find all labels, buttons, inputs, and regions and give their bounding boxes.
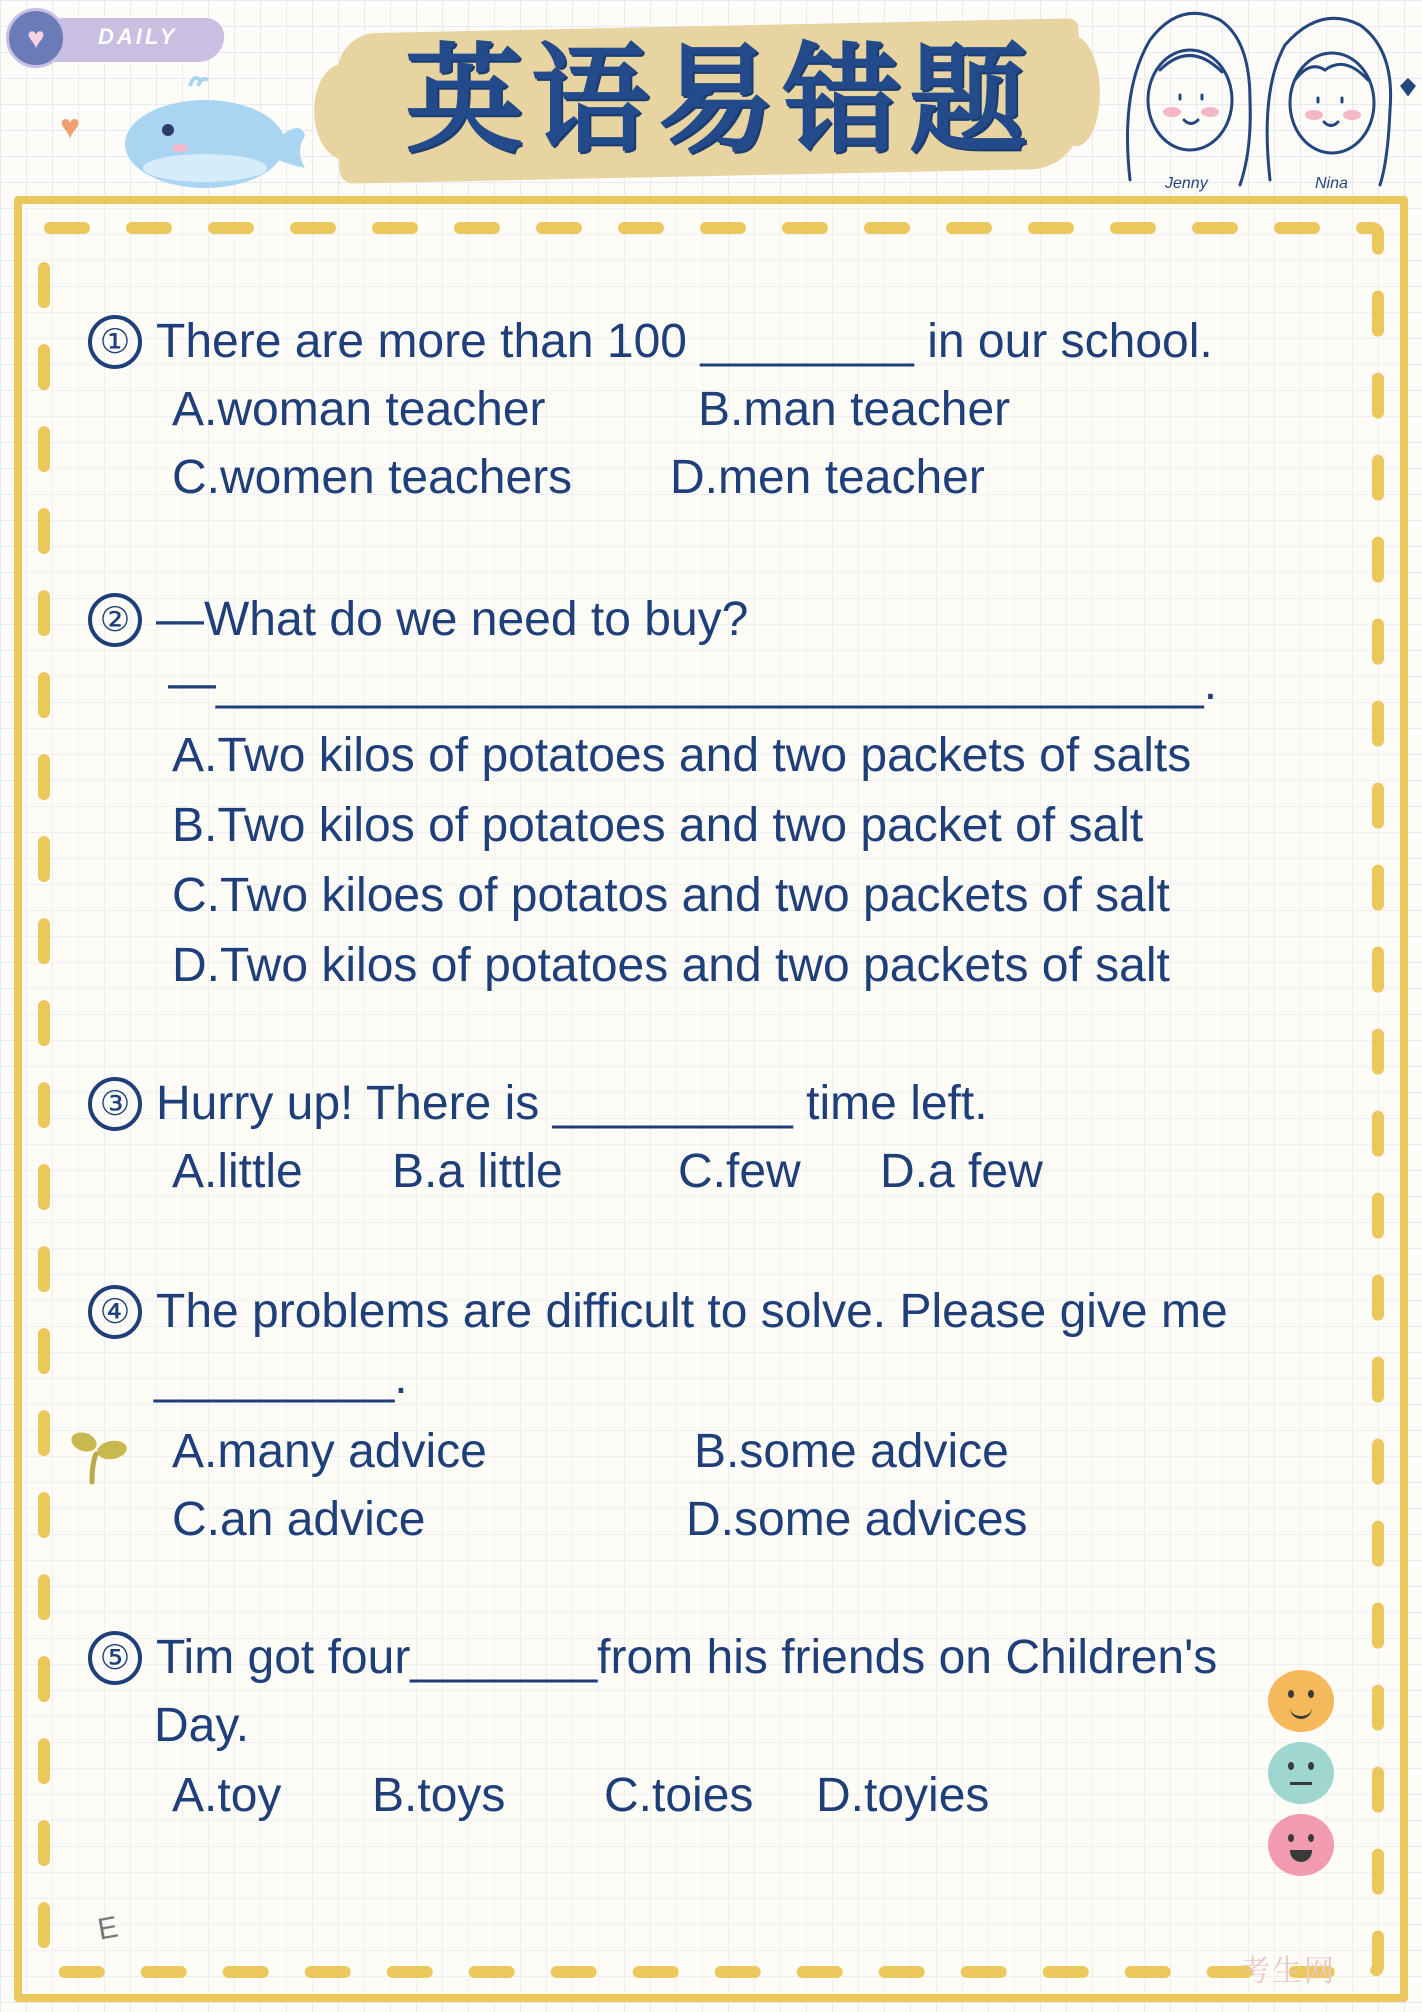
question-stem-continued: Day. — [154, 1699, 250, 1752]
option-c: C.an advice — [172, 1493, 426, 1546]
sprout-icon — [70, 1424, 132, 1486]
option-a: A.little — [172, 1145, 303, 1198]
question-stem: There are more than 100 ________ in our school. — [156, 315, 1213, 368]
question-1 — [88, 308, 1288, 504]
option-d: D.a few — [880, 1145, 1043, 1198]
option-a: A.Two kilos of potatoes and two packets of salts — [172, 729, 1192, 782]
heart-badge-icon: ♥ — [6, 8, 66, 68]
emoji-faces — [1268, 1670, 1344, 1886]
option-c: C.toies — [604, 1769, 754, 1822]
question-number: ③ — [88, 1077, 142, 1131]
question-2 — [88, 586, 1288, 992]
neutral-face-icon — [1268, 1742, 1334, 1804]
option-d: D.men teacher — [670, 451, 985, 504]
answer-blank: _________. — [154, 1351, 408, 1404]
option-b: B.a little — [392, 1145, 563, 1198]
option-d: D.some advices — [686, 1493, 1028, 1546]
daily-label: DAILY — [98, 24, 178, 49]
question-4 — [88, 1278, 1288, 1546]
smile-face-icon — [1268, 1670, 1334, 1732]
question-number: ② — [88, 593, 142, 647]
option-d: D.toyies — [816, 1769, 990, 1822]
option-b: B.man teacher — [698, 383, 1011, 436]
laughing-face-icon — [1268, 1814, 1334, 1876]
question-3 — [88, 1070, 1288, 1198]
option-b: B.toys — [372, 1769, 506, 1822]
corner-mark: E — [95, 1910, 121, 1947]
option-b: B.some advice — [694, 1425, 1009, 1478]
question-stem: Hurry up! There is _________ time left. — [156, 1077, 988, 1130]
option-c: C.women teachers — [172, 451, 573, 504]
jenny-label: Jenny — [1165, 175, 1208, 192]
heart-icon: ♥ — [60, 108, 81, 146]
option-a: A.woman teacher — [172, 383, 546, 436]
nina-label: Nina — [1315, 175, 1348, 192]
option-a: A.toy — [172, 1769, 282, 1822]
option-c: C.few — [678, 1145, 801, 1198]
question-stem: Tim got four_______from his friends on Children's — [156, 1631, 1218, 1684]
option-d: D.Two kilos of potatoes and two packets of salt — [172, 939, 1170, 992]
question-5 — [88, 1624, 1288, 1822]
question-stem: The problems are difficult to solve. Please give me — [156, 1285, 1228, 1338]
option-b: B.Two kilos of potatoes and two packet of salt — [172, 799, 1144, 852]
whale-icon — [110, 56, 310, 191]
question-number: ④ — [88, 1285, 142, 1339]
option-c: C.Two kiloes of potatos and two packets of salt — [172, 869, 1170, 922]
question-number: ⑤ — [88, 1631, 142, 1685]
question-number: ① — [88, 315, 142, 369]
two-girls-illustration — [1110, 0, 1422, 196]
question-stem: —What do we need to buy? — [156, 593, 749, 646]
watermark: 考生网 — [1240, 1955, 1336, 1988]
option-a: A.many advice — [172, 1425, 487, 1478]
answer-blank: —_____________________________________. — [168, 657, 1218, 710]
page-title: 英语易错题 — [404, 31, 1035, 169]
